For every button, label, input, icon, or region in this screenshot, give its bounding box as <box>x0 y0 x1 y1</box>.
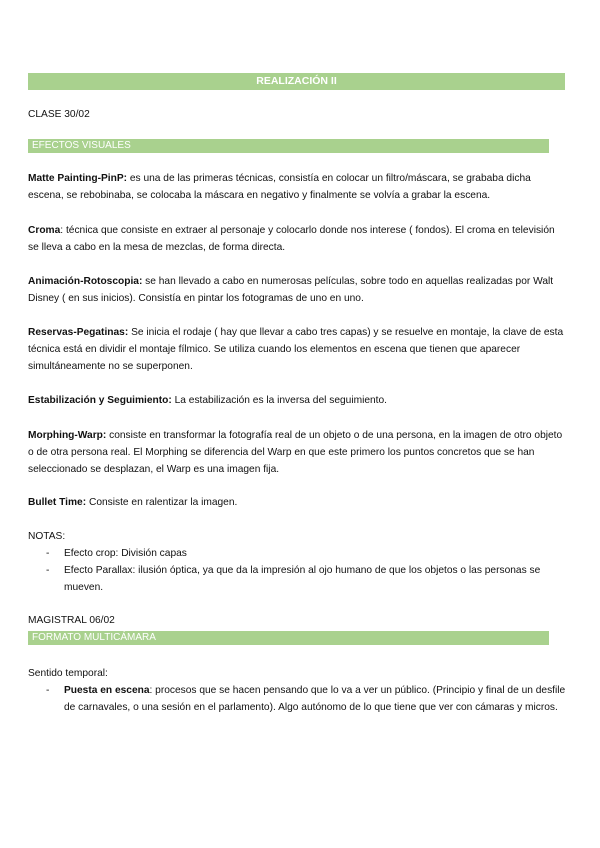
entry-morphing-warp <box>28 427 568 478</box>
entry-reservas-pegatinas <box>28 324 568 375</box>
entry-term: Matte Painting-PinP: <box>28 173 128 184</box>
list-item-puesta-en-escena <box>64 682 569 716</box>
entry-text: : técnica que consiste en extraer al personaje y colocarlo donde nos interese ( fondos). El croma en televisión se lleva a cabo en la mesa de mezclas, de forma directa. <box>28 225 555 253</box>
entry-animacion-rotoscopia <box>28 273 568 307</box>
entry-text: consiste en transformar la fotografía real de un objeto o de una persona, en la imagen de otro objeto o de otra persona real. El Morphing se diferencia del Warp en que este primero los puntos concretos que se han seleccionado se desplazan, el Warp es una imagen fija. <box>28 430 563 475</box>
clase-date: CLASE 30/02 <box>28 109 90 120</box>
entry-text: es una de las primeras técnicas, consistía en colocar un filtro/máscara, se grababa dicha escena, se rebobinaba, se colocaba la máscara en negativo y finalmente se volvía a grabar la escena. <box>28 173 531 201</box>
entry-text: se han llevado a cabo en numerosas películas, sobre todo en aquellas realizadas por Walt Disney ( en sus inicios). Consistía en pintar los fotogramas de uno en uno. <box>28 276 554 304</box>
entry-term: Bullet Time: <box>28 497 87 508</box>
entry-term: Morphing-Warp: <box>28 430 107 441</box>
entry-text: Consiste en ralentizar la imagen. <box>86 497 238 508</box>
notas-label: NOTAS: <box>28 531 66 542</box>
bullet-dash: - <box>46 685 50 696</box>
document-title: REALIZACIÓN II <box>28 73 565 90</box>
bullet-dash: - <box>46 565 50 576</box>
sentido-temporal-label: Sentido temporal: <box>28 668 108 679</box>
bullet-dash: - <box>46 548 50 559</box>
magistral-date: MAGISTRAL 06/02 <box>28 615 115 626</box>
entry-term: Animación-Rotoscopia: <box>28 276 143 287</box>
section-heading-formato-multicamara: FORMATO MULTICÁMARA <box>28 631 549 645</box>
entry-text: La estabilización es la inversa del seguimiento. <box>171 395 387 406</box>
entry-term: Puesta en escena <box>64 685 150 696</box>
entry-term: Reservas-Pegatinas: <box>28 327 129 338</box>
entry-text: : procesos que se hacen pensando que lo va a ver un público. (Principio y final de un desfile de carnavales, o una sesión en el parlamento). Algo autónomo de lo que tiene que ver con cámaras y micros. <box>64 685 566 713</box>
list-item: Efecto crop: División capas <box>64 548 187 559</box>
entry-text: Se inicia el rodaje ( hay que llevar a cabo tres capas) y se resuelve en montaje, la clave de esta técnica está en dividir el montaje fílmico. Se utiliza cuando los elementos en escena que tienen que aparecer simultáneamente no se superponen. <box>28 327 564 372</box>
list-item: Efecto Parallax: ilusión óptica, ya que da la impresión al ojo humano de que los objetos o las personas se mueven. <box>64 565 541 593</box>
entry-matte-painting <box>28 170 568 204</box>
entry-bullet-time <box>28 494 568 511</box>
entry-term: Croma <box>28 225 61 236</box>
section-heading-efectos-visuales: EFECTOS VISUALES <box>28 139 549 153</box>
entry-term: Estabilización y Seguimiento: <box>28 395 172 406</box>
entry-croma <box>28 222 568 256</box>
entry-estabilizacion <box>28 392 568 409</box>
